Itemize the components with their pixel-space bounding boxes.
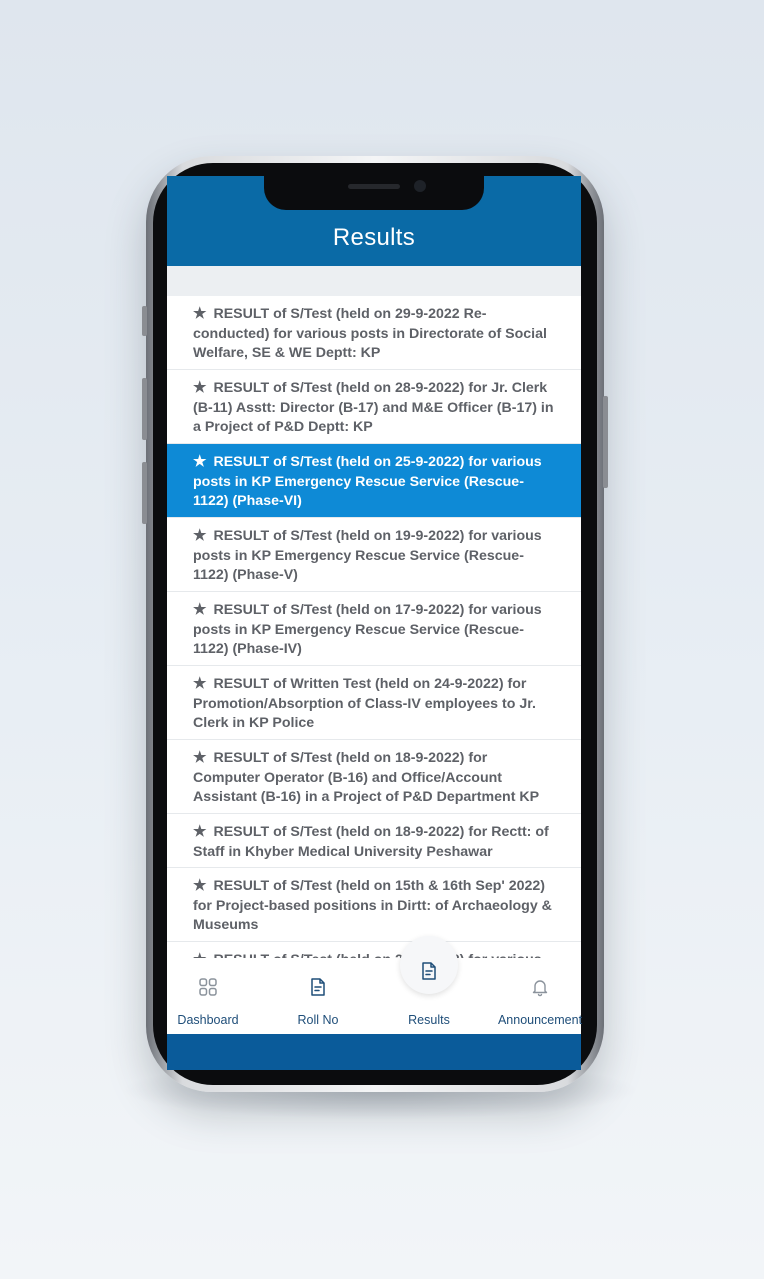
nav-dashboard[interactable]	[153, 958, 263, 1034]
star-icon: ★	[193, 823, 207, 840]
result-item[interactable]	[167, 740, 581, 814]
result-title: RESULT of S/Test (held on 15th & 16th Sep' 2022) for Project-based positions in Dirtt: of Archaeology & Museums	[193, 878, 552, 934]
power-button	[603, 396, 608, 488]
document-icon	[307, 976, 329, 998]
volume-up-button	[142, 378, 147, 440]
bottom-navigation	[167, 958, 581, 1034]
results-list[interactable]	[167, 296, 581, 958]
nav-label: Results	[408, 1013, 450, 1027]
star-icon: ★	[193, 675, 207, 692]
volume-down-button	[142, 462, 147, 524]
result-item[interactable]	[167, 518, 581, 592]
result-title: RESULT of S/Test (held on 17-9-2022) for various posts in KP Emergency Rescue Service (Rescue-1122) (Phase-IV)	[193, 602, 542, 658]
nav-roll-no[interactable]	[263, 958, 373, 1034]
bottom-bar	[167, 1034, 581, 1070]
result-item-selected[interactable]	[167, 444, 581, 518]
star-icon: ★	[193, 379, 207, 396]
front-camera	[414, 180, 426, 192]
result-item[interactable]	[167, 370, 581, 444]
nav-label: Roll No	[297, 1013, 339, 1027]
page-title: Results	[332, 224, 416, 251]
result-item[interactable]	[167, 666, 581, 740]
nav-results[interactable]	[374, 958, 484, 1034]
result-title: RESULT of S/Test (held on 19-9-2022) for various posts in KP Emergency Rescue Service (Rescue-1122) (Phase-V)	[193, 528, 542, 584]
bell-icon	[529, 976, 551, 998]
star-icon: ★	[193, 453, 207, 470]
star-icon: ★	[193, 601, 207, 618]
header-spacer	[167, 266, 581, 296]
result-item[interactable]	[167, 592, 581, 666]
result-title: RESULT of S/Test (held on 29-9-2022 Re-conducted) for various posts in Directorate of Social Welfare, SE & WE Deptt: KP	[193, 306, 547, 362]
result-title: RESULT of S/Test (held on 28-9-2022) for Jr. Clerk (B-11) Asstt: Director (B-17) and M&E Officer (B-17) in a Project of P&D Deptt: KP	[193, 380, 554, 436]
star-icon: ★	[193, 305, 207, 322]
document-icon	[418, 960, 440, 982]
nav-announcement[interactable]	[485, 958, 595, 1034]
star-icon: ★	[193, 527, 207, 544]
grid-icon	[197, 976, 219, 998]
phone-notch	[264, 174, 484, 210]
star-icon: ★	[193, 749, 207, 766]
result-title: RESULT of S/Test (held on 18-9-2022) for Rectt: of Staff in Khyber Medical University Peshawar	[193, 824, 549, 860]
mute-switch	[142, 306, 147, 336]
result-item[interactable]	[167, 868, 581, 942]
speaker-grille	[348, 184, 400, 189]
nav-label: Announcement	[497, 1013, 583, 1027]
result-item[interactable]	[167, 814, 581, 868]
nav-label: Dashboard	[177, 1013, 239, 1027]
result-title: RESULT of S/Test (held on 18-9-2022) for Computer Operator (B-16) and Office/Account Assistant (B-16) in a Project of P&D Department KP	[193, 750, 540, 806]
result-item[interactable]	[167, 296, 581, 370]
phone-screen	[167, 176, 581, 1070]
star-icon: ★	[193, 877, 207, 894]
result-title: RESULT of Written Test (held on 24-9-2022) for Promotion/Absorption of Class-IV employees to Jr. Clerk in KP Police	[193, 676, 536, 732]
result-title: RESULT of S/Test (held on 25-9-2022) for various posts in KP Emergency Rescue Service (Rescue-1122) (Phase-VI)	[193, 454, 542, 510]
